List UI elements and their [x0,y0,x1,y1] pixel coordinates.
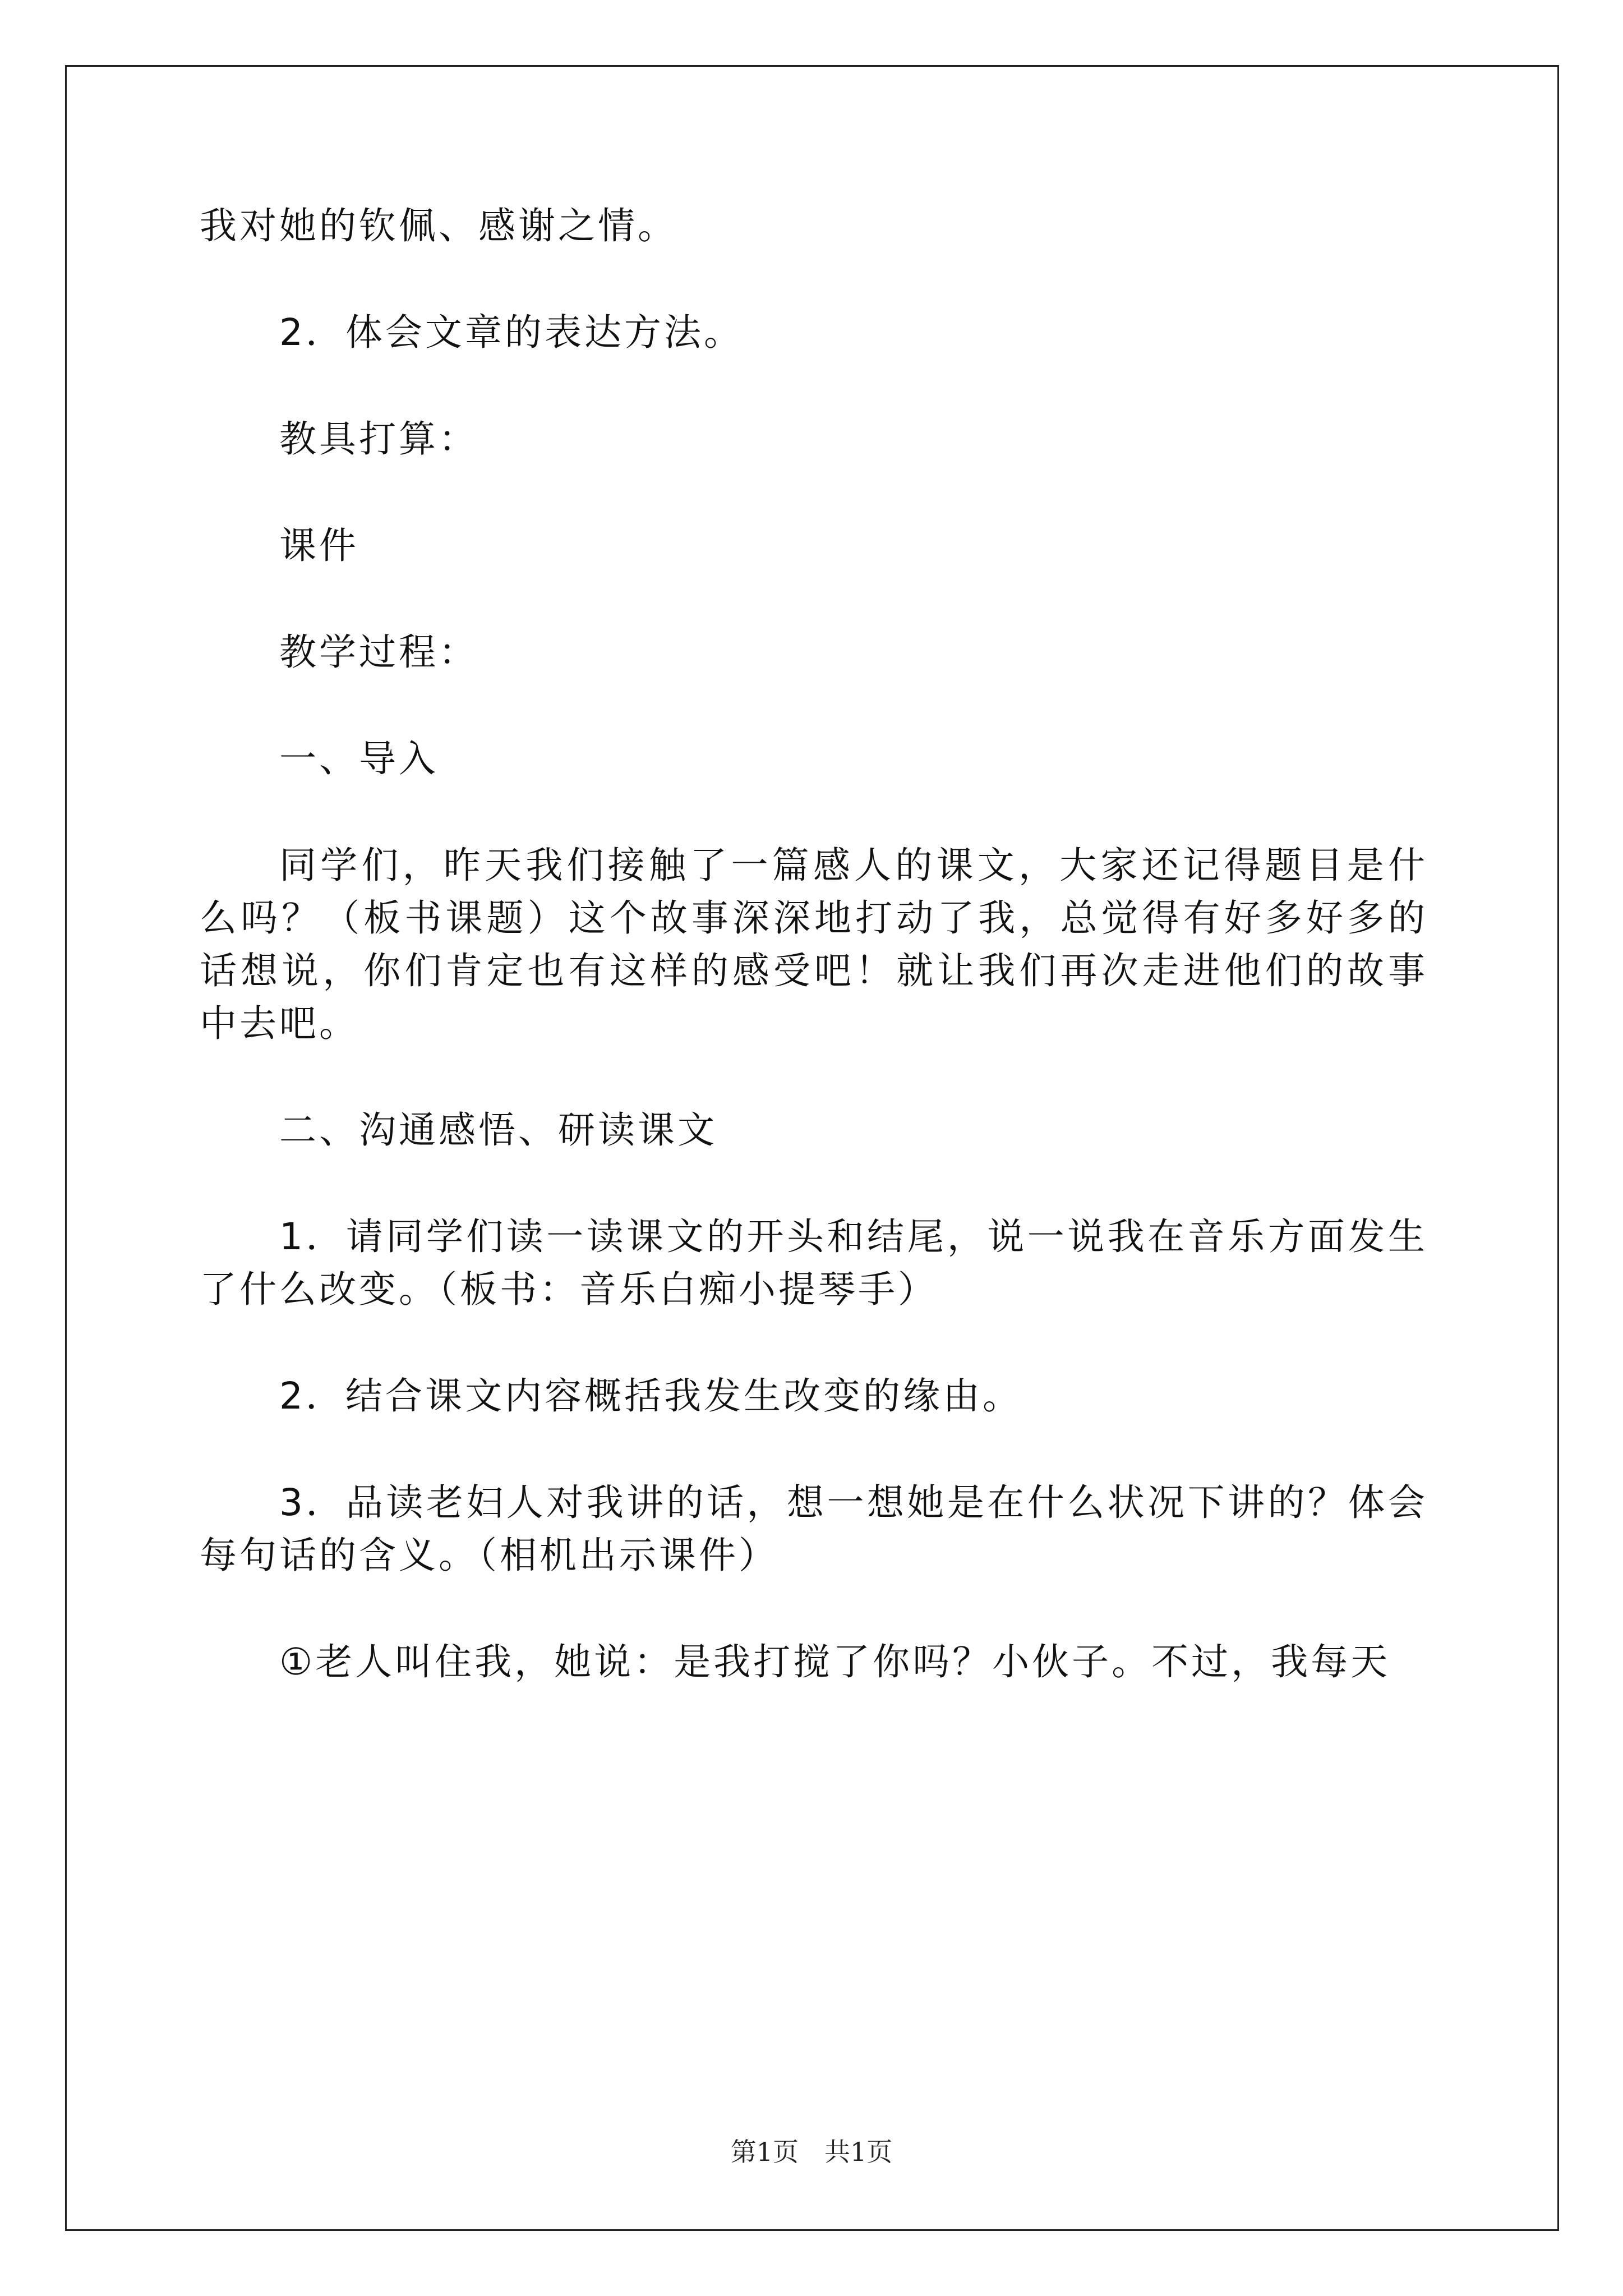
page-number: 第1页 [730,2137,799,2167]
document-body [200,200,1428,1688]
paragraph: 2．结合课文内容概括我发生改变的缘由。 [279,1374,1022,1418]
section-heading: 一、导入 [279,737,439,780]
paragraph: 1．请同学们读一读课文的开头和结尾，说一说我在音乐方面发生了什么改变。（板书：音乐白痴小提琴手） [200,1215,1428,1311]
paragraph: 教学过程： [279,631,478,674]
paragraph: 课件 [279,524,359,567]
page-footer [0,2135,1623,2169]
paragraph: 2．体会文章的表达方法。 [279,311,744,354]
paragraph: 同学们，昨天我们接触了一篇感人的课文，大家还记得题目是什么吗？（板书课题）这个故事深深地打动了我，总觉得有好多好多的话想说，你们肯定也有这样的感受吧！就让我们再次走进他们的故事中去吧。 [200,844,1428,1045]
paragraph: 我对她的钦佩、感谢之情。 [200,204,677,247]
paragraph: ①老人叫住我，她说：是我打搅了你吗？小伙子。不过，我每天 [279,1640,1391,1683]
paragraph: 3．品读老妇人对我讲的话，想一想她是在什么状况下讲的？体会每句话的含义。（相机出示课件） [200,1481,1428,1577]
paragraph: 教具打算： [279,417,478,461]
page-total: 共1页 [824,2137,893,2167]
section-heading: 二、沟通感悟、研读课文 [279,1108,717,1152]
